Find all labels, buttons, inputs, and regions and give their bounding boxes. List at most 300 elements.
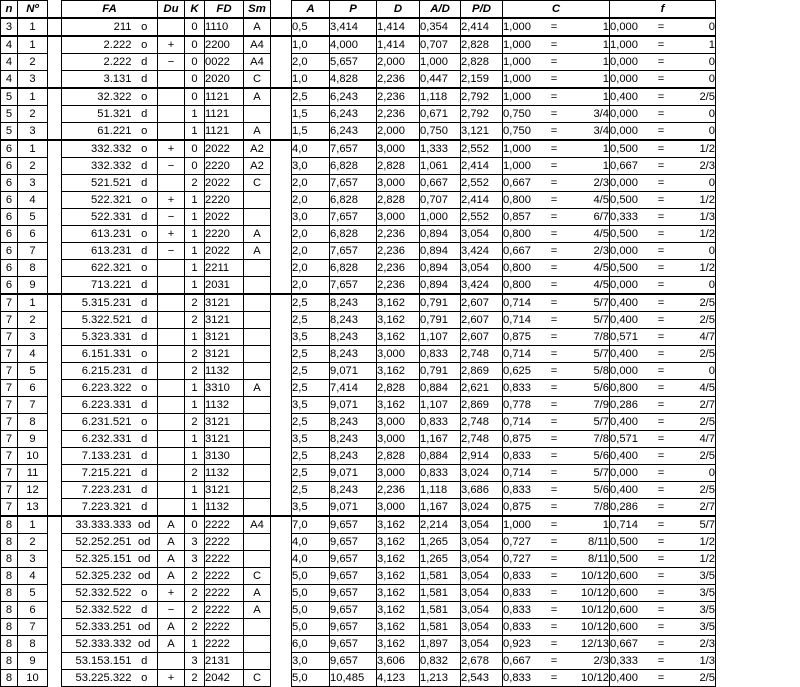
cell-c-equals: = — [543, 585, 566, 602]
column-gap — [48, 88, 62, 106]
cell-f-equals: = — [650, 602, 673, 619]
cell-d: 2,236 — [377, 482, 420, 499]
cell-fa-type: d — [132, 209, 158, 226]
cell-pd: 2,414 — [461, 158, 503, 175]
cell-a: 0,5 — [292, 18, 330, 36]
cell-f-equals: = — [650, 36, 673, 54]
cell-c-equals: = — [543, 260, 566, 277]
cell-fa-type: d — [132, 653, 158, 670]
cell-d: 3,000 — [377, 431, 420, 448]
cell-d: 2,828 — [377, 448, 420, 465]
cell-c-equals: = — [543, 534, 566, 551]
cell-k: 2 — [185, 568, 205, 585]
cell-sm — [244, 277, 271, 295]
cell-f-decimal: 0,600 — [610, 602, 650, 619]
cell-n: 7 — [1, 482, 18, 499]
cell-fa-type: o — [132, 18, 158, 36]
cell-d: 3,162 — [377, 397, 420, 414]
cell-fa: 6.231.521 — [62, 414, 132, 431]
table-row — [1, 175, 716, 192]
cell-a: 6,0 — [292, 636, 330, 653]
cell-fd: 2222 — [205, 619, 244, 636]
cell-a: 2,0 — [292, 175, 330, 192]
cell-f-fraction: 0 — [673, 175, 716, 192]
cell-f-fraction: 4/5 — [673, 380, 716, 397]
col-header-k: K — [185, 1, 205, 19]
cell-k: 2 — [185, 346, 205, 363]
cell-a: 2,5 — [292, 482, 330, 499]
table-row — [1, 329, 716, 346]
cell-f-equals: = — [650, 329, 673, 346]
table-row — [1, 414, 716, 431]
column-gap — [48, 226, 62, 243]
cell-n: 7 — [1, 431, 18, 448]
column-gap — [271, 482, 292, 499]
cell-f-fraction: 1/2 — [673, 534, 716, 551]
column-gap — [48, 551, 62, 568]
cell-fa-type: o — [132, 380, 158, 397]
cell-n: 7 — [1, 499, 18, 517]
cell-ad: 0,447 — [420, 71, 461, 89]
cell-c-fraction: 7/8 — [566, 499, 610, 517]
cell-no: 5 — [18, 363, 48, 380]
cell-fd: 2020 — [205, 71, 244, 89]
cell-fd: 1132 — [205, 499, 244, 517]
cell-d: 3,162 — [377, 636, 420, 653]
cell-pd: 2,607 — [461, 329, 503, 346]
cell-c-fraction: 6/7 — [566, 209, 610, 226]
cell-fa-type: o — [132, 585, 158, 602]
col-header-no: Nº — [18, 1, 48, 19]
cell-c-equals: = — [543, 414, 566, 431]
cell-fd: 2042 — [205, 670, 244, 687]
cell-k: 1 — [185, 243, 205, 260]
cell-f-decimal: 0,000 — [610, 18, 650, 36]
cell-f-decimal: 0,286 — [610, 499, 650, 517]
cell-f-equals: = — [650, 243, 673, 260]
cell-a: 2,0 — [292, 243, 330, 260]
cell-fa-type: od — [132, 551, 158, 568]
col-header-fa: FA — [62, 1, 158, 19]
cell-c-fraction: 3/4 — [566, 123, 610, 141]
cell-f-equals: = — [650, 312, 673, 329]
cell-c-fraction: 2/3 — [566, 653, 610, 670]
cell-f-fraction: 4/7 — [673, 431, 716, 448]
cell-c-decimal: 0,714 — [503, 312, 543, 329]
cell-fa-type: d — [132, 312, 158, 329]
table-row — [1, 54, 716, 71]
cell-fa-type: d — [132, 363, 158, 380]
cell-c-decimal: 0,833 — [503, 670, 543, 687]
cell-n: 7 — [1, 414, 18, 431]
cell-ad: 1,000 — [420, 54, 461, 71]
cell-pd: 3,686 — [461, 482, 503, 499]
cell-sm — [244, 260, 271, 277]
cell-p: 9,657 — [330, 534, 377, 551]
cell-du — [158, 448, 185, 465]
cell-f-fraction: 1/2 — [673, 260, 716, 277]
cell-fa: 52.332.522 — [62, 602, 132, 619]
cell-f-fraction: 2/5 — [673, 346, 716, 363]
cell-k: 1 — [185, 397, 205, 414]
cell-a: 2,0 — [292, 192, 330, 209]
cell-f-decimal: 0,600 — [610, 619, 650, 636]
cell-a: 1,0 — [292, 36, 330, 54]
column-gap — [271, 140, 292, 158]
cell-no: 1 — [18, 36, 48, 54]
cell-f-equals: = — [650, 260, 673, 277]
cell-c-equals: = — [543, 397, 566, 414]
cell-c-fraction: 3/4 — [566, 106, 610, 123]
cell-du: + — [158, 140, 185, 158]
cell-fd: 2222 — [205, 534, 244, 551]
cell-fd: 3121 — [205, 431, 244, 448]
cell-c-decimal: 1,000 — [503, 36, 543, 54]
cell-fa-type: d — [132, 294, 158, 312]
cell-n: 7 — [1, 363, 18, 380]
cell-pd: 2,552 — [461, 175, 503, 192]
table-body — [1, 18, 716, 687]
cell-ad: 1,265 — [420, 551, 461, 568]
cell-f-fraction: 2/5 — [673, 312, 716, 329]
cell-f-decimal: 0,000 — [610, 54, 650, 71]
cell-fd: 2222 — [205, 636, 244, 653]
cell-d: 2,000 — [377, 54, 420, 71]
cell-f-equals: = — [650, 619, 673, 636]
cell-d: 2,828 — [377, 158, 420, 175]
cell-fa-type: d — [132, 499, 158, 517]
cell-k: 1 — [185, 209, 205, 226]
cell-pd: 2,792 — [461, 88, 503, 106]
cell-pd: 2,414 — [461, 18, 503, 36]
cell-fa-type: d — [132, 329, 158, 346]
cell-d: 3,162 — [377, 312, 420, 329]
cell-c-equals: = — [543, 602, 566, 619]
cell-no: 1 — [18, 516, 48, 534]
column-gap — [271, 1, 292, 19]
cell-f-fraction: 0 — [673, 465, 716, 482]
cell-no: 1 — [18, 18, 48, 36]
cell-ad: 0,894 — [420, 226, 461, 243]
cell-p: 8,243 — [330, 294, 377, 312]
column-gap — [48, 209, 62, 226]
cell-f-fraction: 1 — [673, 36, 716, 54]
cell-du: A — [158, 534, 185, 551]
table-row — [1, 380, 716, 397]
cell-c-decimal: 0,714 — [503, 465, 543, 482]
cell-a: 2,5 — [292, 448, 330, 465]
cell-c-fraction: 10/12 — [566, 602, 610, 619]
column-gap — [48, 414, 62, 431]
cell-k: 0 — [185, 516, 205, 534]
cell-no: 3 — [18, 329, 48, 346]
cell-a: 1,5 — [292, 106, 330, 123]
cell-f-equals: = — [650, 226, 673, 243]
column-gap — [48, 380, 62, 397]
cell-n: 8 — [1, 619, 18, 636]
cell-no: 5 — [18, 585, 48, 602]
cell-du — [158, 431, 185, 448]
cell-fa-type: d — [132, 175, 158, 192]
cell-c-fraction: 5/6 — [566, 448, 610, 465]
cell-ad: 0,894 — [420, 243, 461, 260]
cell-p: 8,243 — [330, 312, 377, 329]
cell-du — [158, 312, 185, 329]
cell-sm: A — [244, 18, 271, 36]
cell-fa-type: o — [132, 36, 158, 54]
cell-fa-type: od — [132, 534, 158, 551]
cell-du — [158, 380, 185, 397]
cell-pd: 2,621 — [461, 380, 503, 397]
column-gap — [271, 329, 292, 346]
cell-ad: 1,581 — [420, 568, 461, 585]
cell-f-fraction: 1/3 — [673, 653, 716, 670]
column-gap — [48, 18, 62, 36]
cell-fa-type: od — [132, 516, 158, 534]
column-gap — [271, 653, 292, 670]
column-gap — [48, 277, 62, 295]
cell-fa: 6.151.331 — [62, 346, 132, 363]
cell-f-fraction: 0 — [673, 106, 716, 123]
cell-fd: 2220 — [205, 226, 244, 243]
cell-f-fraction: 2/5 — [673, 414, 716, 431]
column-gap — [48, 534, 62, 551]
cell-pd: 3,424 — [461, 243, 503, 260]
cell-f-equals: = — [650, 397, 673, 414]
cell-pd: 2,414 — [461, 192, 503, 209]
cell-p: 9,657 — [330, 585, 377, 602]
cell-k: 2 — [185, 619, 205, 636]
cell-ad: 1,107 — [420, 329, 461, 346]
cell-no: 5 — [18, 209, 48, 226]
column-gap — [48, 294, 62, 312]
cell-du — [158, 499, 185, 517]
cell-c-equals: = — [543, 482, 566, 499]
col-header-fd: FD — [205, 1, 244, 19]
cell-n: 7 — [1, 329, 18, 346]
cell-c-fraction: 10/12 — [566, 619, 610, 636]
cell-c-decimal: 0,667 — [503, 175, 543, 192]
column-gap — [271, 636, 292, 653]
cell-a: 4,0 — [292, 551, 330, 568]
cell-p: 8,243 — [330, 414, 377, 431]
cell-f-fraction: 0 — [673, 277, 716, 295]
cell-fa-type: o — [132, 192, 158, 209]
cell-sm: A — [244, 602, 271, 619]
cell-du — [158, 414, 185, 431]
cell-c-fraction: 2/3 — [566, 175, 610, 192]
cell-n: 8 — [1, 602, 18, 619]
cell-fa-type: d — [132, 431, 158, 448]
cell-d: 3,000 — [377, 499, 420, 517]
cell-ad: 1,167 — [420, 499, 461, 517]
table-row — [1, 431, 716, 448]
column-gap — [48, 499, 62, 517]
cell-k: 2 — [185, 670, 205, 687]
cell-f-decimal: 0,400 — [610, 448, 650, 465]
cell-du: + — [158, 226, 185, 243]
cell-du: A — [158, 551, 185, 568]
cell-n: 6 — [1, 158, 18, 175]
cell-f-fraction: 3/5 — [673, 585, 716, 602]
cell-c-fraction: 2/3 — [566, 243, 610, 260]
cell-d: 2,236 — [377, 260, 420, 277]
cell-sm — [244, 329, 271, 346]
cell-d: 2,000 — [377, 123, 420, 141]
cell-k: 0 — [185, 158, 205, 175]
cell-f-equals: = — [650, 140, 673, 158]
cell-p: 6,243 — [330, 88, 377, 106]
cell-c-equals: = — [543, 294, 566, 312]
column-gap — [271, 534, 292, 551]
cell-no: 7 — [18, 397, 48, 414]
cell-f-fraction: 2/5 — [673, 294, 716, 312]
col-header-c: C — [503, 1, 610, 19]
cell-f-fraction: 2/7 — [673, 499, 716, 517]
cell-a: 5,0 — [292, 670, 330, 687]
cell-ad: 1,581 — [420, 585, 461, 602]
cell-fa-type: d — [132, 465, 158, 482]
cell-fa: 33.333.333 — [62, 516, 132, 534]
table-row — [1, 346, 716, 363]
cell-fa-type: o — [132, 260, 158, 277]
cell-n: 8 — [1, 636, 18, 653]
cell-c-equals: = — [543, 380, 566, 397]
cell-p: 9,657 — [330, 619, 377, 636]
cell-c-equals: = — [543, 18, 566, 36]
cell-p: 7,657 — [330, 175, 377, 192]
cell-no: 8 — [18, 636, 48, 653]
cell-n: 6 — [1, 243, 18, 260]
column-gap — [48, 1, 62, 19]
cell-f-equals: = — [650, 551, 673, 568]
cell-k: 0 — [185, 88, 205, 106]
cell-c-decimal: 1,000 — [503, 71, 543, 89]
column-gap — [48, 36, 62, 54]
cell-f-equals: = — [650, 636, 673, 653]
cell-du: + — [158, 36, 185, 54]
table-row — [1, 158, 716, 175]
cell-sm — [244, 414, 271, 431]
cell-no: 1 — [18, 140, 48, 158]
column-gap — [48, 158, 62, 175]
cell-sm — [244, 465, 271, 482]
cell-fa: 52.252.251 — [62, 534, 132, 551]
cell-ad: 1,581 — [420, 619, 461, 636]
cell-a: 3,0 — [292, 653, 330, 670]
cell-p: 3,414 — [330, 18, 377, 36]
cell-d: 1,414 — [377, 18, 420, 36]
cell-d: 3,162 — [377, 602, 420, 619]
cell-f-equals: = — [650, 54, 673, 71]
cell-pd: 2,607 — [461, 294, 503, 312]
column-gap — [48, 140, 62, 158]
cell-c-decimal: 0,727 — [503, 534, 543, 551]
cell-k: 0 — [185, 140, 205, 158]
column-gap — [48, 516, 62, 534]
cell-k: 2 — [185, 585, 205, 602]
column-gap — [48, 192, 62, 209]
cell-f-fraction: 0 — [673, 54, 716, 71]
cell-fd: 1132 — [205, 397, 244, 414]
cell-pd: 3,024 — [461, 465, 503, 482]
table-row — [1, 670, 716, 687]
cell-f-decimal: 0,400 — [610, 294, 650, 312]
cell-c-fraction: 1 — [566, 516, 610, 534]
cell-a: 2,5 — [292, 380, 330, 397]
cell-f-decimal: 0,500 — [610, 192, 650, 209]
cell-c-equals: = — [543, 277, 566, 295]
cell-f-equals: = — [650, 499, 673, 517]
cell-no: 7 — [18, 619, 48, 636]
cell-k: 2 — [185, 602, 205, 619]
cell-du: A — [158, 568, 185, 585]
cell-fd: 2022 — [205, 140, 244, 158]
cell-n: 8 — [1, 653, 18, 670]
cell-c-decimal: 1,000 — [503, 54, 543, 71]
column-gap — [48, 619, 62, 636]
cell-a: 3,5 — [292, 431, 330, 448]
cell-fd: 1121 — [205, 106, 244, 123]
cell-c-decimal: 0,833 — [503, 602, 543, 619]
cell-c-decimal: 0,714 — [503, 294, 543, 312]
column-gap — [271, 499, 292, 517]
cell-c-decimal: 0,667 — [503, 243, 543, 260]
table-row — [1, 551, 716, 568]
cell-ad: 1,265 — [420, 534, 461, 551]
cell-sm — [244, 106, 271, 123]
cell-fa: 5.315.231 — [62, 294, 132, 312]
cell-f-decimal: 0,400 — [610, 88, 650, 106]
cell-fa-type: o — [132, 414, 158, 431]
cell-a: 3,5 — [292, 329, 330, 346]
cell-sm — [244, 482, 271, 499]
cell-a: 2,5 — [292, 414, 330, 431]
cell-fd: 0022 — [205, 54, 244, 71]
cell-f-equals: = — [650, 448, 673, 465]
cell-du — [158, 106, 185, 123]
cell-d: 2,236 — [377, 226, 420, 243]
cell-k: 2 — [185, 465, 205, 482]
cell-p: 6,828 — [330, 158, 377, 175]
cell-fa: 5.322.521 — [62, 312, 132, 329]
cell-sm — [244, 363, 271, 380]
table-row — [1, 243, 716, 260]
cell-c-decimal: 0,833 — [503, 380, 543, 397]
cell-n: 7 — [1, 312, 18, 329]
cell-c-equals: = — [543, 312, 566, 329]
cell-c-equals: = — [543, 499, 566, 517]
cell-f-fraction: 4/7 — [673, 329, 716, 346]
cell-n: 8 — [1, 516, 18, 534]
table-row — [1, 363, 716, 380]
cell-n: 6 — [1, 140, 18, 158]
cell-fa: 32.322 — [62, 88, 132, 106]
column-gap — [271, 18, 292, 36]
cell-p: 7,657 — [330, 140, 377, 158]
cell-fd: 2222 — [205, 568, 244, 585]
cell-c-equals: = — [543, 329, 566, 346]
cell-pd: 3,054 — [461, 551, 503, 568]
cell-fa-type: o — [132, 88, 158, 106]
cell-k: 1 — [185, 123, 205, 141]
cell-fa-type: d — [132, 54, 158, 71]
cell-c-decimal: 1,000 — [503, 88, 543, 106]
column-gap — [48, 431, 62, 448]
cell-c-equals: = — [543, 140, 566, 158]
cell-f-fraction: 1/2 — [673, 140, 716, 158]
cell-k: 3 — [185, 551, 205, 568]
